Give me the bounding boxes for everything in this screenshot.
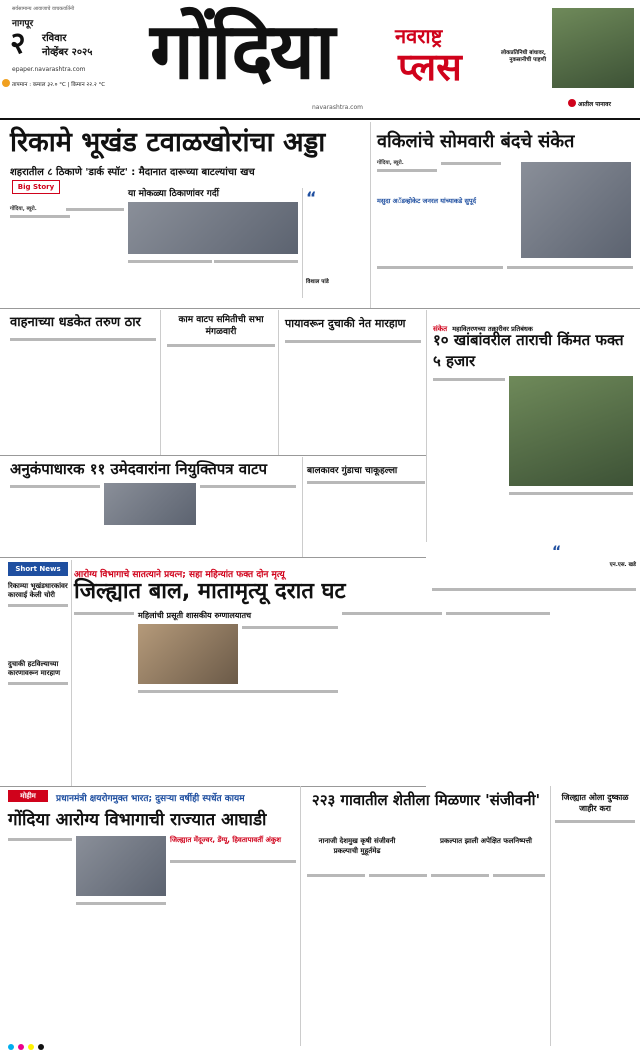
mohim-photo	[76, 836, 166, 896]
lead-dateline: गोंदिया, ब्यूरो.	[10, 206, 37, 212]
sanket-text: महावितरणच्या तक्रारीवर प्रतिबंधक	[452, 325, 533, 333]
text-line	[170, 860, 296, 863]
day-number: २	[10, 26, 26, 61]
lead-body-col2	[66, 206, 124, 306]
text-line	[8, 838, 72, 841]
sanket-label: संकेत	[433, 325, 448, 333]
sanjivani-body-col3	[431, 872, 489, 1042]
text-line	[377, 266, 503, 269]
text-line	[214, 260, 298, 263]
lead-body-col1	[10, 206, 70, 306]
text-line	[493, 874, 545, 877]
side-byline: आतील पानावर	[578, 101, 611, 108]
sanjivani-story	[300, 786, 548, 1046]
lead-body-col4	[214, 258, 298, 308]
vehicle-headline: वाहनाच्या धडकेत तरुण ठार	[10, 315, 141, 330]
side-caption: लोकप्रतिनिधी बांधावर, नुकसानीची पाहणी	[500, 50, 546, 63]
balkavar-body	[307, 479, 425, 555]
text-line	[8, 682, 68, 685]
sanjivani-headline: २२३ गावातील शेतीला मिळणार 'संजीवनी'	[311, 791, 541, 809]
arrow-icon	[568, 99, 576, 107]
text-line	[369, 874, 427, 877]
lawyers-story	[370, 122, 636, 308]
payavarun-story	[278, 310, 424, 455]
short-news	[0, 560, 72, 786]
committee-headline: काम वाटप समितीची सभा मंगळवारी	[178, 315, 264, 337]
health-body-col4	[342, 610, 442, 782]
mohim-body-col2	[76, 900, 166, 1042]
wire-continued	[432, 586, 636, 686]
anukampa-body-col2	[200, 483, 296, 553]
text-line	[441, 162, 501, 165]
short-news-body	[8, 680, 68, 780]
masthead	[0, 0, 640, 118]
text-line	[342, 612, 442, 615]
date: नोव्हेंबर २०२५	[42, 47, 93, 58]
anukampa-body-col1	[10, 483, 100, 553]
lawyers-body-col3	[377, 264, 503, 304]
committee-story	[160, 310, 278, 455]
mohim-label	[8, 790, 48, 802]
sanjivani-kicker-1: नानाजी देशमुख कृषी संजीवनी प्रकल्पाची मुहूर्तमेढ	[318, 837, 396, 855]
text-line	[76, 902, 166, 905]
lead-subhead: शहरातील ८ ठिकाणे 'डार्क स्पॉट' : मैदानात दारूच्या बाटल्यांचा खच	[10, 167, 255, 178]
text-line	[128, 260, 212, 263]
vehicle-body	[10, 336, 156, 452]
text-line	[167, 344, 275, 347]
text-line	[10, 215, 70, 218]
text-line	[307, 481, 425, 484]
edition: नागपूर	[12, 19, 34, 29]
magenta-dot-icon	[18, 1044, 24, 1050]
balkavar-story	[302, 457, 426, 557]
epaper-link[interactable]: epaper.navarashtra.com	[12, 66, 86, 73]
payavarun-body	[285, 338, 421, 452]
health-banner	[74, 562, 552, 580]
text-line	[307, 874, 365, 877]
tagline: सर्वसामान्य आवाजाचे वाचकवर्तिनी	[12, 6, 75, 12]
mohim-sub-story: जिल्ह्यात मेंदूज्वर, डेंग्यू, हिवतापावर्ती अंकुश	[170, 836, 282, 844]
health-headline: जिल्ह्यात बाल, मातामृत्यू दरात घट	[74, 579, 346, 604]
side-photo	[552, 8, 634, 88]
text-line	[431, 874, 489, 877]
anukampa-story	[0, 457, 300, 557]
brand-bottom: प्लस	[398, 45, 462, 89]
health-photo	[138, 624, 238, 684]
brand-top: नवराष्ट्र	[395, 24, 443, 48]
big-story-label: Big Story	[17, 183, 55, 191]
lead-story	[0, 122, 368, 308]
text-line	[507, 266, 633, 269]
quote-mark-icon: “	[306, 188, 317, 207]
health-subhead: महिलांची प्रसूती शासकीय रुग्णालयातच	[138, 611, 252, 620]
website[interactable]: navarashtra.com	[312, 104, 363, 111]
lawyers-body-col2	[441, 160, 501, 260]
wire-headline: १० खांबांवरील ताराची किंमत फक्त ५ हजार	[433, 331, 624, 370]
quote-author: विशाल पांडे	[306, 279, 329, 285]
text-line	[66, 208, 124, 211]
masthead-divider	[0, 118, 640, 120]
sanjivani-body-col2	[369, 872, 427, 1042]
registration-marks	[8, 1044, 632, 1050]
shop-headline: जिल्ह्यात ओला दुष्काळ जाहीर करा	[561, 793, 629, 813]
short-news-body	[8, 602, 68, 656]
lead-kicker: या मोकळ्या ठिकाणांवर गर्दी	[128, 189, 219, 199]
text-line	[377, 169, 437, 172]
lead-body-col3	[128, 258, 212, 308]
mohim-body-col1	[8, 836, 72, 1042]
text-line	[509, 492, 633, 495]
divider	[0, 557, 426, 558]
lead-headline: रिकामे भूखंड टवाळखोरांचा अड्डा	[10, 127, 326, 158]
shop-body	[555, 818, 635, 1042]
quote-block	[552, 544, 636, 584]
lawyers-headline: वकिलांचे सोमवारी बंदचे संकेत	[377, 131, 575, 152]
committee-body	[167, 342, 275, 452]
text-line	[242, 626, 338, 629]
divider	[0, 308, 640, 309]
payavarun-headline: पायावरून दुचाकी नेत मारहाण	[285, 317, 406, 330]
sanjivani-body-col1	[307, 872, 365, 1042]
text-line	[138, 690, 338, 693]
mohim-story	[0, 806, 300, 1046]
wire-photo	[509, 376, 633, 486]
health-body-col2	[242, 624, 338, 684]
sun-icon	[2, 79, 10, 87]
health-body-col1	[74, 610, 134, 782]
text-line	[8, 604, 68, 607]
sanket-row	[433, 316, 633, 333]
short-news-item: रिकाम्या भूखंडधारकांवर कारवाई केली चोरी	[8, 582, 68, 599]
text-line	[285, 340, 421, 343]
lawyers-kicker: मसुदा अॅडव्होकेट जनरल यांच्याकडे सुपूर्द	[377, 197, 477, 205]
wire-body-col2	[509, 490, 633, 540]
text-line	[432, 588, 636, 591]
health-banner-text: आरोग्य विभागाचे सातत्याने प्रयत्न; सहा महिन्यांत फक्त दोन मृत्यू	[74, 570, 285, 580]
cyan-dot-icon	[8, 1044, 14, 1050]
lawyers-body-col1	[377, 160, 437, 260]
weekday: रविवार	[42, 33, 67, 44]
mohim-body-col3	[170, 858, 296, 1042]
wire-body-col1	[433, 376, 505, 540]
big-story-badge	[12, 180, 60, 194]
short-news-label: Short News	[15, 565, 61, 573]
text-line	[10, 338, 156, 341]
mohim-label-text: मोहीम	[20, 792, 36, 800]
text-line	[10, 485, 100, 488]
yellow-dot-icon	[28, 1044, 34, 1050]
short-news-header	[8, 562, 68, 576]
anukampa-headline: अनुकंपाधारक ११ उमेदवारांना नियुक्तिपत्र वाटप	[10, 460, 268, 478]
divider	[0, 455, 426, 456]
short-news-item: दुचाकी हटविल्याच्या कारणावरून मारहाण	[8, 660, 61, 677]
quote-block	[302, 188, 366, 298]
health-body-col3	[138, 688, 338, 782]
text-line	[200, 485, 296, 488]
quote-mark-icon: “	[552, 544, 562, 560]
anukampa-photo	[104, 483, 196, 525]
sanjivani-kicker-2: प्रकल्पात झाली अपेक्षित फलनिष्पत्ती	[440, 837, 532, 845]
wire-story	[426, 310, 636, 542]
text-line	[74, 612, 134, 615]
lawyers-body-col4	[507, 264, 633, 304]
lawyers-photo	[521, 162, 631, 258]
text-line	[433, 378, 505, 381]
shop-story	[550, 786, 636, 1046]
weather: तापमान : कमाल ३२.० °C | किमान २२.२ °C	[12, 82, 106, 88]
text-line	[555, 820, 635, 823]
lawyers-dateline: गोंदिया, ब्यूरो.	[377, 160, 404, 166]
sanjivani-body-col4	[493, 872, 545, 1042]
quote-author: एन.एस. खडे	[609, 562, 636, 568]
mohim-headline: गोंदिया आरोग्य विभागाची राज्यात आघाडी	[8, 810, 267, 830]
black-dot-icon	[38, 1044, 44, 1050]
vehicle-story	[0, 310, 160, 455]
mohim-banner: प्रधानमंत्री क्षयरोगमुक्त भारत; दुसऱ्या वर्षीही स्पर्धेत कायम	[56, 794, 245, 804]
balkavar-headline: बालकावर गुंडाचा चाकूहल्ला	[307, 466, 398, 476]
masthead-title: गोंदिया	[150, 7, 333, 97]
lead-photo	[128, 202, 298, 254]
